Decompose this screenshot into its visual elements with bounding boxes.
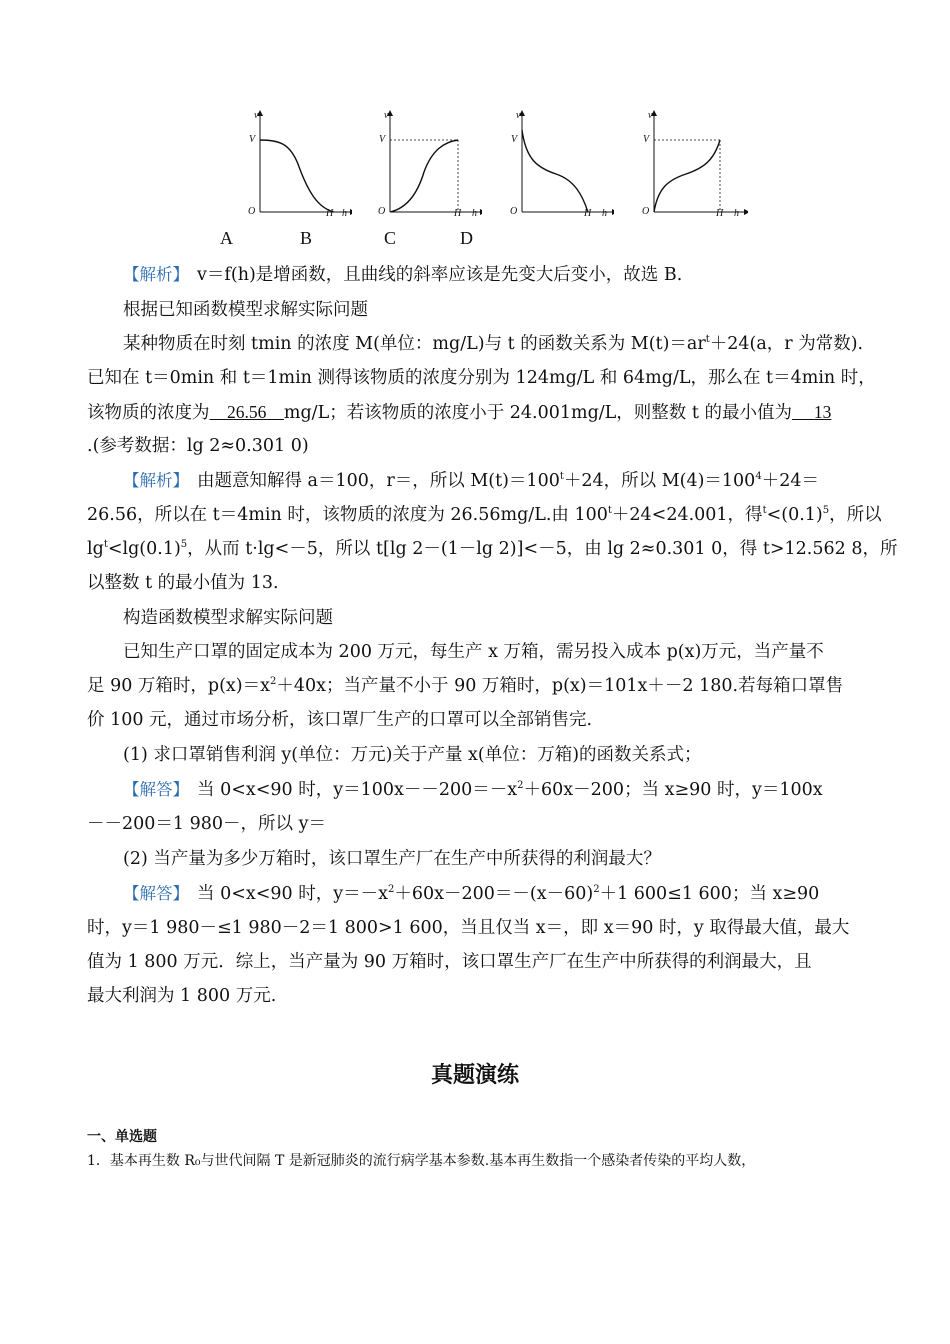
problem-2-line-1: 某种物质在时刻 tmin 的浓度 M(单位：mg/L)与 t 的函数关系为 $M(t)=ar^t+24(a$，r 为常数). — [123, 334, 864, 354]
option-c-label: C — [384, 228, 397, 248]
graph-c — [494, 108, 614, 220]
answer-2-line-1: 【解答】 当 0<x<90 时，$y=-x^2+60x-200=-(x-60)^2+1$ 600≤1 600；当 x≥90 — [123, 884, 820, 904]
sub-question-2: (2) 当产量为多少万箱时，该口罩生产厂在生产中所获得的利润最大？ — [123, 849, 661, 869]
curve-c — [522, 130, 588, 212]
graph-b — [362, 108, 482, 220]
analysis-1-line-1: 【解析】 v＝f(h)是增函数，且曲线的斜率应该是先变大后变小，故选 B. — [123, 265, 683, 285]
option-labels — [0, 228, 950, 252]
h-tick-label: H — [584, 208, 592, 219]
v-tick-label: V — [511, 134, 518, 145]
problem-4-line-1: 已知生产口罩的固定成本为 200 万元，每生产 x 万箱，需另投入成本 p(x)万元，当产量不 — [123, 642, 824, 662]
origin-label: O — [378, 206, 386, 217]
analysis-tag: 【解析】 — [123, 265, 189, 284]
axis-h-label: h — [342, 208, 347, 219]
axis-h-label: h — [602, 208, 607, 219]
curve-d — [654, 140, 720, 212]
question-type-label: 一、单选题 — [87, 1129, 157, 1145]
option-d-label: D — [460, 228, 473, 248]
v-tick-label: V — [249, 134, 256, 145]
answer-2-line-4: 最大利润为 1 800 万元. — [87, 986, 277, 1006]
h-tick-label: H — [716, 208, 724, 219]
problem-2-line-3: 该物质的浓度为 26.56 mg/L；若该物质的浓度小于 24.001mg/L，则整数 t 的最小值为 13 — [87, 402, 832, 423]
curve-b — [390, 140, 458, 212]
answer-2-line-2: 时，y＝1 980－≤1 980－2＝1 800>1 600，当且仅当 x＝，即 x＝90 时，y 取得最大值，最大 — [87, 918, 850, 938]
origin-label: O — [248, 206, 256, 217]
axis-v-label: v — [648, 110, 653, 121]
v-tick-label: V — [643, 134, 650, 145]
topic-title-2: 构造函数模型求解实际问题 — [123, 608, 333, 628]
answer-blank-2: 13 — [813, 402, 832, 422]
analysis-tag: 【解析】 — [123, 471, 189, 490]
answer-tag: 【解答】 — [123, 780, 189, 799]
axis-h-label: h — [734, 208, 739, 219]
graph-d — [628, 108, 748, 220]
h-tick-label: H — [454, 208, 462, 219]
v-tick-label: V — [379, 134, 386, 145]
answer-1-line-2: －－200＝1 980－，所以 y＝ — [87, 814, 326, 834]
option-b-label: B — [300, 228, 313, 248]
section-heading: 真题演练 — [430, 1063, 519, 1088]
graph-a — [232, 108, 352, 220]
origin-label: O — [642, 206, 650, 217]
origin-label: O — [510, 206, 518, 217]
answer-2-line-3: 值为 1 800 万元．综上，当产量为 90 万箱时，该口罩生产厂在生产中所获得的利润最大，且 — [87, 952, 812, 972]
problem-2-line-4: .(参考数据：lg 2≈0.301 0) — [87, 436, 309, 456]
answer-blank-1: 26.56 — [227, 402, 267, 422]
problem-4-line-3: 价 100 元，通过市场分析，该口罩厂生产的口罩可以全部销售完. — [87, 710, 593, 730]
axis-v-label: v — [384, 110, 389, 121]
question-1-text: 1．基本再生数 R₀与世代间隔 T 是新冠肺炎的流行病学基本参数.基本再生数指一个感染者传染的平均人数， — [87, 1153, 756, 1169]
axis-v-label: v — [254, 110, 259, 121]
axis-h-label: h — [472, 208, 477, 219]
curve-a — [260, 140, 334, 212]
axis-v-label: v — [516, 110, 521, 121]
analysis-2-line-2: 26.56，所以在 t＝4min 时，该物质的浓度为 26.56mg/L.由 $100^t+24<24.001$，得$^t<(0.1)^5$，所以 — [87, 505, 882, 525]
analysis-2-line-3: $\lg^t<\lg(0.1)^5$，从而 t·lg<－5，所以 t[lg 2－(1－lg 2)]<－5，由 lg 2≈0.301 0，得 t>12.562 8，所 — [87, 539, 898, 559]
problem-4-line-2: 足 90 万箱时，$p(x)=x^2+40x$；当产量不小于 90 万箱时，p(x)＝101x＋－2 180.若每箱口罩售 — [87, 676, 844, 696]
sub-question-1: (1) 求口罩销售利润 y(单位：万元)关于产量 x(单位：万箱)的函数关系式； — [123, 745, 702, 765]
answer-1-line-1: 【解答】 当 0<x<90 时，$y=100x--200=-x^2+60x-200$；当 x≥90 时，y＝100x — [123, 780, 823, 800]
analysis-2-line-4: 以整数 t 的最小值为 13. — [87, 573, 279, 593]
answer-tag: 【解答】 — [123, 884, 189, 903]
option-graphs — [232, 108, 752, 228]
option-a-label: A — [220, 228, 233, 248]
h-tick-label: H — [326, 208, 334, 219]
problem-2-line-2: 已知在 t＝0min 和 t＝1min 测得该物质的浓度分别为 124mg/L 和 64mg/L，那么在 t＝4min 时， — [87, 368, 876, 388]
analysis-2-line-1: 【解析】 由题意知解得 a＝100，r＝，所以 $M(t)=100^t+24$，所以 $M(4)=100^4+24=$ — [123, 471, 819, 491]
topic-title-1: 根据已知函数模型求解实际问题 — [123, 300, 368, 320]
